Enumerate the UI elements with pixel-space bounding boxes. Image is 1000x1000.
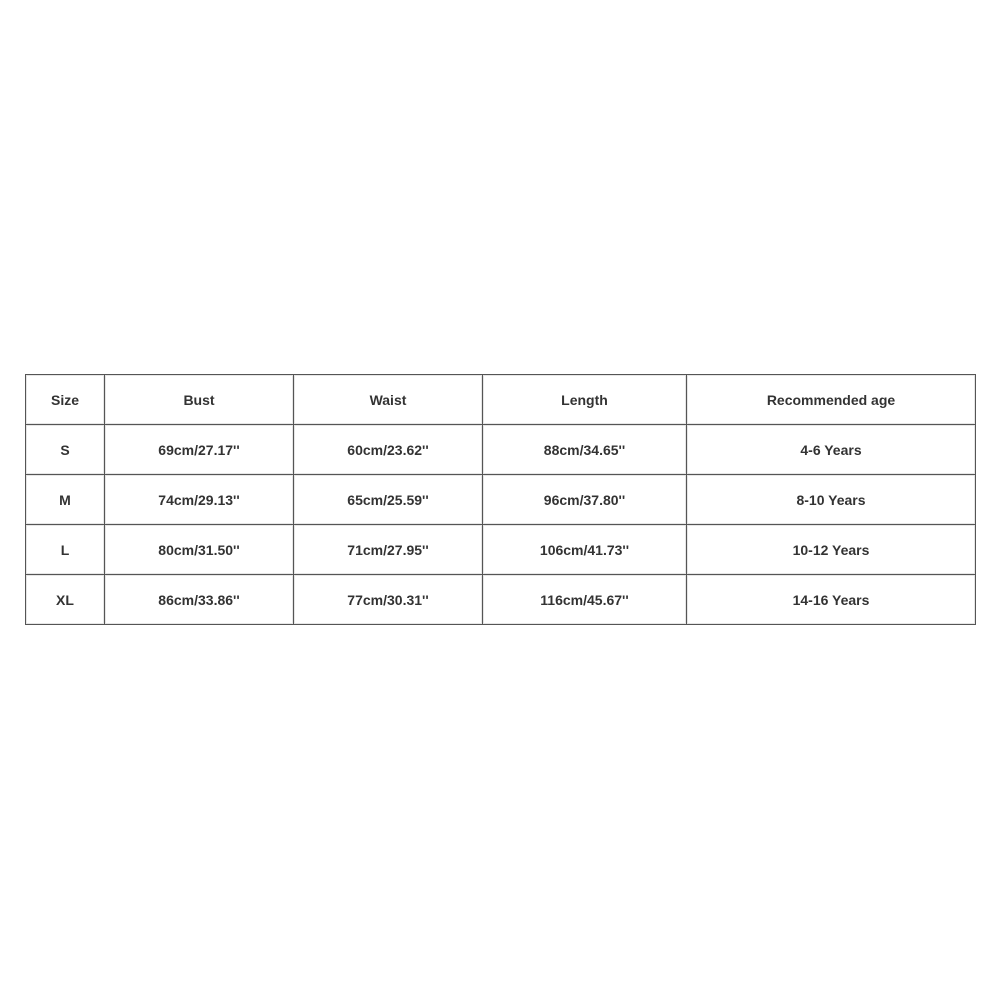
cell-waist: 77cm/30.31'' bbox=[294, 575, 483, 625]
cell-length: 96cm/37.80'' bbox=[483, 475, 687, 525]
cell-bust: 74cm/29.13'' bbox=[105, 475, 294, 525]
cell-bust: 69cm/27.17'' bbox=[105, 425, 294, 475]
header-size: Size bbox=[26, 375, 105, 425]
table-row bbox=[26, 475, 976, 525]
cell-waist: 60cm/23.62'' bbox=[294, 425, 483, 475]
cell-size: XL bbox=[26, 575, 105, 625]
cell-length: 106cm/41.73'' bbox=[483, 525, 687, 575]
cell-size: M bbox=[26, 475, 105, 525]
cell-size: S bbox=[26, 425, 105, 475]
cell-waist: 65cm/25.59'' bbox=[294, 475, 483, 525]
cell-waist: 71cm/27.95'' bbox=[294, 525, 483, 575]
header-recommended-age: Recommended age bbox=[687, 375, 976, 425]
size-chart-table bbox=[25, 374, 976, 625]
cell-recommended-age: 14-16 Years bbox=[687, 575, 976, 625]
header-length: Length bbox=[483, 375, 687, 425]
cell-length: 116cm/45.67'' bbox=[483, 575, 687, 625]
cell-bust: 86cm/33.86'' bbox=[105, 575, 294, 625]
table-row bbox=[26, 575, 976, 625]
cell-bust: 80cm/31.50'' bbox=[105, 525, 294, 575]
cell-recommended-age: 10-12 Years bbox=[687, 525, 976, 575]
cell-size: L bbox=[26, 525, 105, 575]
cell-recommended-age: 8-10 Years bbox=[687, 475, 976, 525]
cell-recommended-age: 4-6 Years bbox=[687, 425, 976, 475]
cell-length: 88cm/34.65'' bbox=[483, 425, 687, 475]
table-row bbox=[26, 425, 976, 475]
header-bust: Bust bbox=[105, 375, 294, 425]
header-row bbox=[26, 375, 976, 425]
table-row bbox=[26, 525, 976, 575]
header-waist: Waist bbox=[294, 375, 483, 425]
